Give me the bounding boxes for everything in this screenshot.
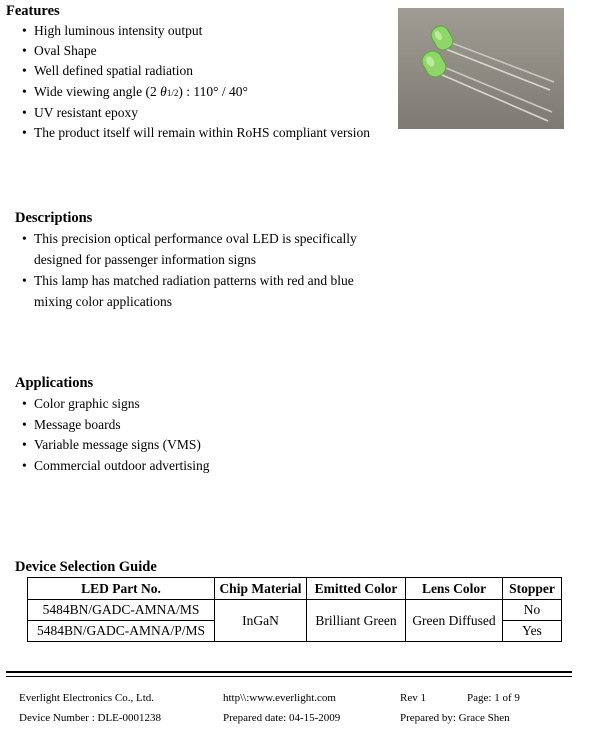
list-item: • The product itself will remain within RoHS compliant version [22, 123, 370, 143]
features-list [22, 21, 370, 143]
list-item: • High luminous intensity output [22, 21, 370, 41]
device-selection-table [27, 577, 562, 642]
applications-heading: Applications [15, 375, 94, 391]
product-photo [398, 8, 564, 129]
list-item: • Message boards [22, 415, 209, 436]
part-number-cell: 5484BN/GADC-AMNA/P/MS [28, 621, 215, 642]
emitted-color-cell: Brilliant Green [307, 600, 406, 642]
list-item [22, 270, 357, 312]
stopper-cell: Yes [503, 621, 562, 642]
descriptions-heading: Descriptions [15, 210, 93, 226]
device-selection-guide-heading: Device Selection Guide [15, 559, 157, 575]
footer-page-number: Page: 1 of 9 [467, 692, 520, 704]
angle-subscript: 1/2 [166, 87, 179, 98]
footer-prepared-by: Prepared by: Grace Shen [400, 712, 510, 724]
descriptions-list [22, 228, 357, 312]
theta-symbol: θ [160, 83, 167, 99]
list-item: • Oval Shape [22, 41, 370, 61]
column-header: Chip Material [215, 578, 307, 600]
list-item [22, 82, 370, 103]
description-line: mixing color applications [34, 294, 172, 309]
description-line: designed for passenger information signs [34, 252, 256, 267]
description-line: • This lamp has matched radiation patterns with red and blue [34, 273, 354, 288]
list-item: • UV resistant epoxy [22, 103, 370, 123]
column-header: LED Part No. [28, 578, 215, 600]
footer-website: http\\:www.everlight.com [223, 692, 336, 704]
viewing-angle-prefix: Wide viewing angle (2 [34, 83, 157, 99]
chip-material-cell: InGaN [215, 600, 307, 642]
column-header: Lens Color [406, 578, 503, 600]
footer-revision: Rev 1 [400, 692, 426, 704]
led-photo-illustration [398, 8, 564, 129]
table-row [28, 600, 562, 621]
description-line: • This precision optical performance oval LED is specifically [34, 231, 357, 246]
lens-color-cell: Green Diffused [406, 600, 503, 642]
list-item: • Variable message signs (VMS) [22, 435, 209, 456]
footer-device-number: Device Number : DLE-0001238 [19, 712, 162, 724]
list-item: • Commercial outdoor advertising [22, 456, 209, 477]
footer-prepared-date: Prepared date: 04-15-2009 [223, 712, 341, 724]
list-item: • Color graphic signs [22, 394, 209, 415]
part-number-cell: 5484BN/GADC-AMNA/MS [28, 600, 215, 621]
list-item [22, 228, 357, 270]
footer-company: Everlight Electronics Co., Ltd. [19, 692, 155, 704]
list-item: • Well defined spatial radiation [22, 61, 370, 81]
stopper-cell: No [503, 600, 562, 621]
footer-divider-thin [6, 676, 572, 677]
column-header: Stopper [503, 578, 562, 600]
applications-list [22, 394, 209, 476]
table-header-row [28, 578, 562, 600]
viewing-angle-value: ) : 110° / 40° [178, 83, 248, 99]
features-heading: Features [6, 3, 60, 19]
column-header: Emitted Color [307, 578, 406, 600]
footer-divider [6, 671, 572, 673]
